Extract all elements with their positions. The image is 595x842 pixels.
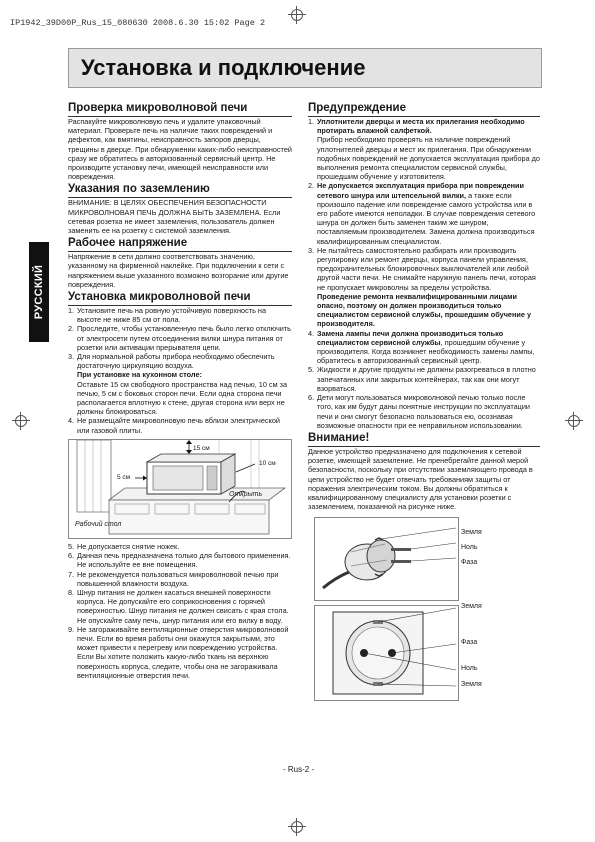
install-list-continued	[68, 542, 292, 680]
check-text: Распакуйте микроволновую печь и удалите упаковочный материал. Проверьте печь на наличие таких повреждений и дефектов, как вмятины, неисправность запоров дверцы, трещины в дверце. При обнаружении каких-либо неисправностей сразу же обратитесь в авторизованный сервисный центр. Не производите установку печи, имеющей неисправности или повреждения.	[68, 117, 292, 182]
dimension-back: 10 см	[259, 459, 276, 467]
list-item: 4. Замена лампы печи должна производиться только специалистом сервисной службы, прошедшим обучение у производителя. Когда возникнет необходимость замены лампы, обратитесь в авторизованный сервисный центр.	[308, 328, 535, 366]
label-open: Открыть	[229, 490, 263, 498]
list-item: 3. Для нормальной работы прибора необходимо обеспечить достаточную циркуляцию воздуха. При установке на кухонном столе: Оставьте 15 см свободного пространства над печью, 10 см за печью, 5 см с боковых сторон печи. Если одна сторона печи располагается вплотную к стене, другая сторона или верх не должны блокироваться.	[68, 352, 288, 417]
voltage-heading: Рабочее напряжение	[68, 237, 292, 252]
language-tab	[29, 242, 49, 342]
voltage-text: Напряжение в сети должно соответствовать значению, указанному на фирменной наклейке. При подключении к сети с напряжением выше указанного возможно возгорание или другие повреждения.	[68, 252, 289, 289]
crop-mark-right	[565, 412, 583, 430]
list-item: 2. Проследите, чтобы установленную печь было легко отключить от электросети путем отсоединения вилки шнура питания от розетки или активации прерывателя цепи.	[68, 324, 291, 352]
plug-phase-label: Фаза	[461, 559, 478, 567]
socket-neutral-label: Ноль	[461, 665, 478, 673]
right-column	[308, 102, 540, 703]
plug-socket-figure	[308, 517, 540, 703]
install-list	[68, 306, 292, 435]
attention-text: Данное устройство предназначено для подключения к сетевой розетке, имеющей заземление. Не пренебрегайте данной мерой безопасности, поскольку при отсутствии заземляющего провода в цепи устройство не будет отвечать требованиям защиты от поражения электрическим током. Вы должны обратиться к квалифицированному специалисту для установки розетки с заземлением, показанной на рисунке ниже.	[308, 446, 533, 512]
crop-mark-left	[12, 412, 30, 430]
list-item: 2. Не допускается эксплуатация прибора при повреждении сетевого шнура или штепсельной вилки, а также если произошло падение или повреждение самого устройства или в его работе имеются неполадки. В случае повреждения сетевого шнура он должен быть заменен таким же шнуром, поставляемым производителем. Замена должна производиться квалифицированным специалистом.	[308, 181, 536, 246]
plug-neutral-label: Ноль	[461, 544, 478, 552]
list-item: 5. Не допускается снятие ножек.	[68, 541, 180, 551]
label-worktop: Рабочий стол	[75, 520, 122, 528]
list-item: 6. Дети могут пользоваться микроволновой печью только после того, как им будут даны понятные инструкции по эксплуатации печи и они смогут безопасно пользоваться ею, осознавая возможные опасности при ее неправильном использовании.	[308, 393, 530, 430]
page-title: Установка и подключение	[81, 55, 366, 80]
list-item: 1. Установите печь на ровную устойчивую поверхность на высоте не ниже 85 см от пола.	[68, 306, 267, 325]
attention-heading: Внимание!	[308, 432, 540, 447]
list-item: 8. Шнур питания не должен касаться внешней поверхности корпуса. Не допускайте его соприкосновения с горячей поверхностью. Шнур питания не должен свисать с края стола. Не опускайте саму печь, шнур питания или его вилку в воду.	[68, 587, 289, 625]
installation-figure	[68, 439, 292, 539]
list-item: 9. Не загораживайте вентиляционные отверстия микроволновой печи. Если во время работы они окажутся закрытыми, это может привести к перегреву или повреждению устройства. Если Вы хотите положить какую-либо ткань на верхнюю поверхность корпуса, следите, чтобы она не загораживала вентиляционные отверстия печи.	[68, 624, 289, 680]
print-header: IP1942_39D00P_Rus_15_080630 2008.6.30 15:02 Page 2	[10, 18, 266, 28]
socket-box	[314, 605, 459, 701]
plug-box	[314, 517, 459, 601]
ground-text: ВНИМАНИЕ: В ЦЕЛЯХ ОБЕСПЕЧЕНИЯ БЕЗОПАСНОСТИ МИКРОВОЛНОВАЯ ПЕЧЬ ДОЛЖНА БЫТЬ ЗАЗЕМЛЕНА. Если сетевая розетка не имеет заземления, пользователь должен заменить ее на розетку с системой заземления.	[68, 198, 281, 236]
list-item: 7. Не рекомендуется пользоваться микроволновой печью при повышенной влажности воздуха.	[68, 569, 279, 588]
socket-ground-label-bottom: Земля	[461, 681, 482, 689]
install-heading: Установка микроволновой печи	[68, 291, 292, 306]
list-item: 4. Не размещайте микроволновую печь вблизи электрической или газовой плиты.	[68, 416, 280, 435]
page-number: - Rus-2 -	[283, 765, 315, 774]
socket-ground-label-top: Земля	[461, 603, 482, 611]
list-item: 6. Данная печь предназначена только для бытового применения. Не используйте ее вне помещения.	[68, 551, 291, 570]
dimension-side: 5 см	[117, 473, 131, 481]
ground-heading: Указания по заземлению	[68, 183, 292, 198]
crop-mark-top	[288, 6, 306, 24]
list-item: 1. Уплотнители дверцы и места их прилегания необходимо протирать влажной салфеткой. Прибор необходимо проверять на наличие повреждений уплотнителей дверцы и мест их прилегания. При обнаружении подобных повреждений не допускается эксплуатация прибора до выполнения ремонта специалистом сервисной службы, прошедшим обучение у изготовителя.	[308, 117, 540, 182]
plug-illustration	[315, 518, 458, 600]
check-heading: Проверка микроволновой печи	[68, 102, 292, 117]
left-column	[68, 102, 292, 680]
socket-illustration	[315, 606, 458, 700]
list-item: 3. Не пытайтесь самостоятельно разбирать или производить регулировку или ремонт дверцы, корпуса панели управления, предохранительных блокировочных выключателей или любой другой части печи. Не снимайте наружную панель печи, которая не пропускает микроволны за пределы устройства. Проведение ремонта неквалифицированными лицами опасно, поэтому он должен производиться только специалистом сервисной службы, прошедшим обучение у производителя.	[308, 245, 536, 329]
plug-ground-label: Земля	[461, 529, 482, 537]
warning-heading: Предупреждение	[308, 102, 540, 117]
list-item: 5. Жидкости и другие продукты не должны разогреваться в плотно запечатанных или закрытых контейнерах, так как они могут взорваться.	[308, 365, 536, 393]
language-tab-label: РУССКИЙ	[33, 264, 45, 320]
warning-list	[308, 117, 540, 430]
dimension-top: 15 см	[193, 444, 210, 452]
title-bar	[68, 48, 542, 88]
crop-mark-bottom	[288, 818, 306, 836]
socket-phase-label: Фаза	[461, 639, 478, 647]
